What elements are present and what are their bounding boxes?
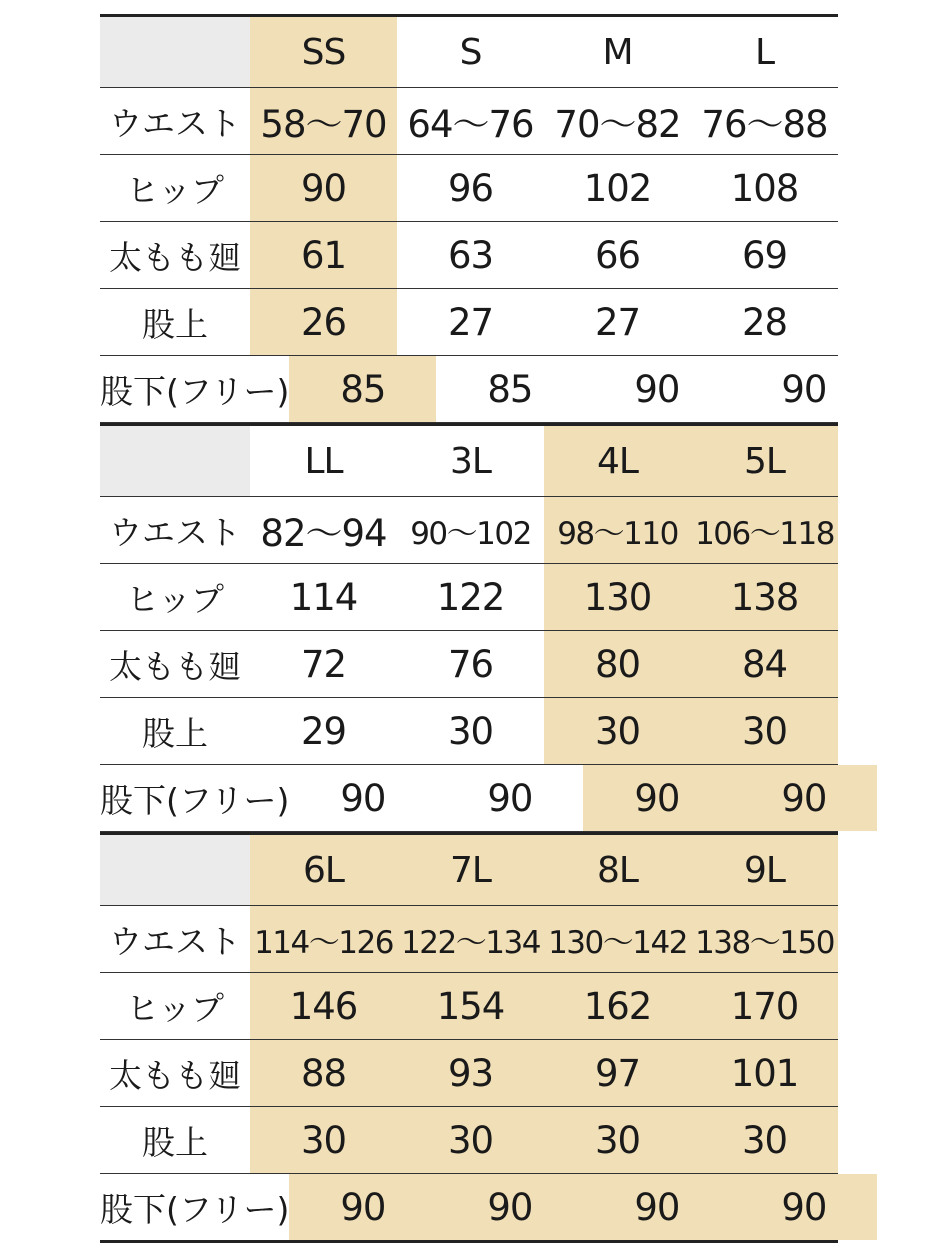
value-cell: 138〜150 bbox=[691, 906, 838, 972]
value-cell: 98〜110 bbox=[544, 497, 691, 563]
row-label: 股上 bbox=[142, 304, 208, 344]
value-cell: 30 bbox=[397, 1107, 544, 1173]
value-cell: 30 bbox=[544, 1107, 691, 1173]
row-label: ヒップ bbox=[125, 170, 224, 210]
size-block-6l-9l bbox=[100, 832, 838, 1243]
value-cell: 114〜126 bbox=[250, 906, 397, 972]
size-col-header: 3L bbox=[397, 426, 544, 496]
measure-row-thigh bbox=[100, 1040, 838, 1107]
value-cell: 90 bbox=[583, 765, 730, 831]
size-block-ll-5l bbox=[100, 423, 838, 832]
value-cell: 90 bbox=[730, 765, 877, 831]
header-corner bbox=[100, 17, 250, 87]
value-cell: 130〜142 bbox=[544, 906, 691, 972]
row-label: ウエスト bbox=[109, 103, 241, 143]
measure-row-waist bbox=[100, 906, 838, 973]
value-cell: 102 bbox=[583, 166, 652, 210]
size-col-header: 7L bbox=[397, 835, 544, 905]
value-cell: 69 bbox=[741, 233, 788, 277]
value-cell: 108 bbox=[730, 166, 799, 210]
value-cell: 82〜94 bbox=[260, 512, 387, 555]
value-cell: 106〜118 bbox=[691, 497, 838, 563]
value-cell: 90 bbox=[250, 155, 397, 221]
row-label: 股下(フリー) bbox=[100, 1189, 290, 1229]
measure-row-inseam bbox=[100, 356, 838, 423]
value-cell: 72 bbox=[300, 642, 347, 686]
value-cell: 61 bbox=[250, 222, 397, 288]
size-chart-table bbox=[100, 14, 838, 1243]
value-cell: 90 bbox=[730, 1174, 877, 1240]
value-cell: 27 bbox=[594, 300, 641, 344]
value-cell: 66 bbox=[594, 233, 641, 277]
measure-row-thigh bbox=[100, 222, 838, 289]
row-label: 股下(フリー) bbox=[100, 780, 290, 820]
measure-row-rise bbox=[100, 698, 838, 765]
size-header-row bbox=[100, 17, 838, 88]
row-label: 太もも廻 bbox=[109, 646, 241, 686]
measure-row-rise bbox=[100, 1107, 838, 1174]
value-cell: 30 bbox=[250, 1107, 397, 1173]
value-cell: 85 bbox=[289, 356, 436, 422]
value-cell: 29 bbox=[300, 709, 347, 753]
size-header-row bbox=[100, 835, 838, 906]
value-cell: 84 bbox=[691, 631, 838, 697]
row-label: 太もも廻 bbox=[109, 237, 241, 277]
value-cell: 28 bbox=[741, 300, 788, 344]
row-label: ヒップ bbox=[125, 579, 224, 619]
value-cell: 122 bbox=[436, 575, 505, 619]
value-cell: 30 bbox=[691, 698, 838, 764]
value-cell: 130 bbox=[544, 564, 691, 630]
measure-row-hip bbox=[100, 973, 838, 1040]
row-label: 股下(フリー) bbox=[100, 371, 290, 411]
value-cell: 90 bbox=[436, 1174, 583, 1240]
measure-row-waist bbox=[100, 88, 838, 155]
value-cell: 26 bbox=[250, 289, 397, 355]
size-col-header: S bbox=[397, 17, 544, 87]
size-header-row bbox=[100, 426, 838, 497]
value-cell: 90 bbox=[634, 367, 680, 411]
value-cell: 85 bbox=[487, 367, 533, 411]
value-cell: 90 bbox=[289, 1174, 436, 1240]
value-cell: 90 bbox=[487, 776, 533, 820]
row-label: 股上 bbox=[142, 713, 208, 753]
size-col-header: 6L bbox=[250, 835, 397, 905]
value-cell: 80 bbox=[544, 631, 691, 697]
row-label: ウエスト bbox=[109, 921, 241, 961]
value-cell: 30 bbox=[447, 709, 494, 753]
value-cell: 170 bbox=[691, 973, 838, 1039]
value-cell: 90 bbox=[781, 367, 827, 411]
value-cell: 146 bbox=[250, 973, 397, 1039]
row-label: 股上 bbox=[142, 1122, 208, 1162]
size-col-header: 4L bbox=[544, 426, 691, 496]
measure-row-rise bbox=[100, 289, 838, 356]
size-block-ss-l bbox=[100, 14, 838, 423]
size-col-header: M bbox=[544, 17, 691, 87]
value-cell: 96 bbox=[447, 166, 494, 210]
value-cell: 63 bbox=[447, 233, 494, 277]
value-cell: 88 bbox=[250, 1040, 397, 1106]
size-col-header: 8L bbox=[544, 835, 691, 905]
value-cell: 90〜102 bbox=[410, 515, 531, 552]
size-col-header: LL bbox=[250, 426, 397, 496]
value-cell: 138 bbox=[691, 564, 838, 630]
value-cell: 93 bbox=[397, 1040, 544, 1106]
value-cell: 30 bbox=[544, 698, 691, 764]
value-cell: 90 bbox=[340, 776, 386, 820]
measure-row-thigh bbox=[100, 631, 838, 698]
header-corner bbox=[100, 835, 250, 905]
row-label: ヒップ bbox=[125, 988, 224, 1028]
measure-row-hip bbox=[100, 564, 838, 631]
header-corner bbox=[100, 426, 250, 496]
measure-row-waist bbox=[100, 497, 838, 564]
row-label: ウエスト bbox=[109, 512, 241, 552]
size-col-header: 5L bbox=[691, 426, 838, 496]
value-cell: 97 bbox=[544, 1040, 691, 1106]
value-cell: 162 bbox=[544, 973, 691, 1039]
row-label: 太もも廻 bbox=[109, 1055, 241, 1095]
value-cell: 30 bbox=[691, 1107, 838, 1173]
value-cell: 114 bbox=[289, 575, 358, 619]
value-cell: 76 bbox=[447, 642, 494, 686]
value-cell: 58〜70 bbox=[250, 88, 397, 154]
value-cell: 101 bbox=[691, 1040, 838, 1106]
measure-row-hip bbox=[100, 155, 838, 222]
value-cell: 90 bbox=[583, 1174, 730, 1240]
size-col-header: SS bbox=[250, 17, 397, 87]
value-cell: 154 bbox=[397, 973, 544, 1039]
value-cell: 27 bbox=[447, 300, 494, 344]
value-cell: 122〜134 bbox=[397, 906, 544, 972]
size-col-header: L bbox=[691, 17, 838, 87]
measure-row-inseam bbox=[100, 1174, 838, 1243]
measure-row-inseam bbox=[100, 765, 838, 832]
size-col-header: 9L bbox=[691, 835, 838, 905]
value-cell: 76〜88 bbox=[701, 103, 828, 146]
value-cell: 70〜82 bbox=[554, 103, 681, 146]
value-cell: 64〜76 bbox=[407, 103, 534, 146]
